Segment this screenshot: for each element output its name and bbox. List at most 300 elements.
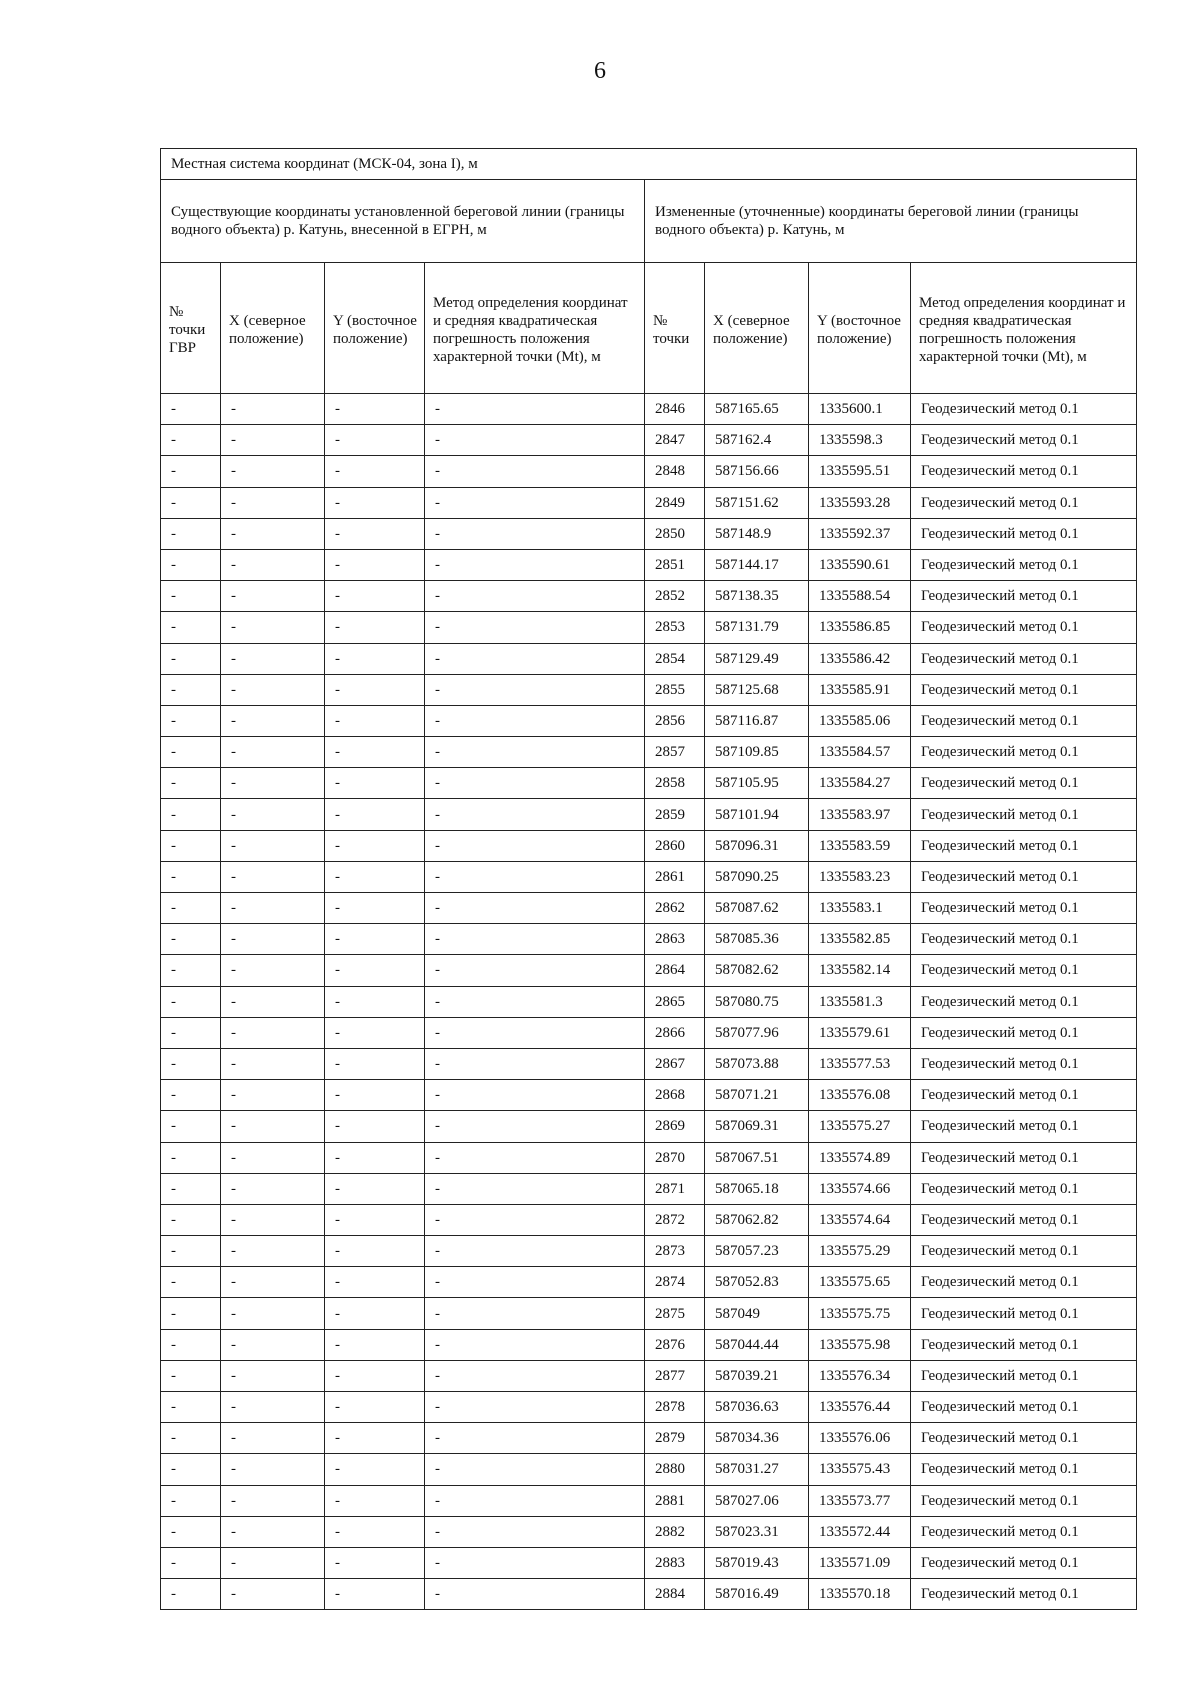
cell-method: Геодезический метод 0.1: [911, 1516, 1137, 1547]
cell-method: Геодезический метод 0.1: [911, 705, 1137, 736]
cell-method: Геодезический метод 0.1: [911, 1485, 1137, 1516]
cell-left-x: -: [221, 986, 325, 1017]
cell-left-y: -: [325, 1392, 425, 1423]
cell-left-method: -: [425, 986, 645, 1017]
cell-x: 587069.31: [705, 1111, 809, 1142]
table-row: [161, 1142, 1137, 1173]
table-row: [161, 1454, 1137, 1485]
cell-point-number: 2871: [645, 1173, 705, 1204]
cell-point-number: 2848: [645, 456, 705, 487]
cell-y: 1335575.98: [809, 1329, 911, 1360]
cell-left-x: -: [221, 518, 325, 549]
cell-method: Геодезический метод 0.1: [911, 1236, 1137, 1267]
cell-left-method: -: [425, 1173, 645, 1204]
cell-left-x: -: [221, 1579, 325, 1610]
cell-left-x: -: [221, 1485, 325, 1516]
table-row: [161, 924, 1137, 955]
cell-left-method: -: [425, 612, 645, 643]
cell-x: 587052.83: [705, 1267, 809, 1298]
cell-left-point-number: -: [161, 1329, 221, 1360]
cell-x: 587144.17: [705, 549, 809, 580]
cell-left-method: -: [425, 830, 645, 861]
cell-left-y: -: [325, 612, 425, 643]
col-header-left-x: X (северное положение): [221, 263, 325, 394]
cell-left-method: -: [425, 1048, 645, 1079]
cell-point-number: 2870: [645, 1142, 705, 1173]
cell-x: 587019.43: [705, 1547, 809, 1578]
cell-x: 587131.79: [705, 612, 809, 643]
cell-left-x: -: [221, 1392, 325, 1423]
cell-left-y: -: [325, 830, 425, 861]
cell-method: Геодезический метод 0.1: [911, 1080, 1137, 1111]
cell-left-x: -: [221, 955, 325, 986]
cell-point-number: 2849: [645, 487, 705, 518]
cell-left-point-number: -: [161, 705, 221, 736]
table-row: [161, 1547, 1137, 1578]
cell-left-y: -: [325, 955, 425, 986]
cell-left-point-number: -: [161, 643, 221, 674]
table-row: [161, 1516, 1137, 1547]
cell-left-method: -: [425, 1142, 645, 1173]
cell-left-y: -: [325, 1329, 425, 1360]
cell-left-x: -: [221, 1048, 325, 1079]
cell-left-x: -: [221, 612, 325, 643]
cell-left-x: -: [221, 581, 325, 612]
cell-left-y: -: [325, 487, 425, 518]
cell-point-number: 2854: [645, 643, 705, 674]
cell-x: 587082.62: [705, 955, 809, 986]
cell-left-point-number: -: [161, 1547, 221, 1578]
cell-method: Геодезический метод 0.1: [911, 1547, 1137, 1578]
cell-left-method: -: [425, 1329, 645, 1360]
cell-left-point-number: -: [161, 1579, 221, 1610]
cell-method: Геодезический метод 0.1: [911, 1329, 1137, 1360]
cell-left-point-number: -: [161, 986, 221, 1017]
cell-left-x: -: [221, 1142, 325, 1173]
table-row: [161, 799, 1137, 830]
cell-y: 1335579.61: [809, 1017, 911, 1048]
cell-left-y: -: [325, 674, 425, 705]
cell-y: 1335585.06: [809, 705, 911, 736]
cell-left-method: -: [425, 518, 645, 549]
cell-method: Геодезический метод 0.1: [911, 1111, 1137, 1142]
cell-left-x: -: [221, 549, 325, 580]
page-number: 6: [594, 58, 606, 84]
table-row: [161, 737, 1137, 768]
cell-left-x: -: [221, 1360, 325, 1391]
cell-point-number: 2864: [645, 955, 705, 986]
cell-left-point-number: -: [161, 799, 221, 830]
cell-x: 587138.35: [705, 581, 809, 612]
cell-point-number: 2881: [645, 1485, 705, 1516]
cell-left-point-number: -: [161, 1516, 221, 1547]
cell-left-x: -: [221, 674, 325, 705]
cell-left-x: -: [221, 487, 325, 518]
cell-y: 1335575.43: [809, 1454, 911, 1485]
cell-method: Геодезический метод 0.1: [911, 768, 1137, 799]
cell-left-y: -: [325, 643, 425, 674]
cell-left-method: -: [425, 1267, 645, 1298]
cell-left-point-number: -: [161, 1236, 221, 1267]
cell-left-x: -: [221, 705, 325, 736]
cell-left-method: -: [425, 549, 645, 580]
cell-left-x: -: [221, 924, 325, 955]
cell-point-number: 2855: [645, 674, 705, 705]
cell-left-method: -: [425, 1111, 645, 1142]
cell-point-number: 2858: [645, 768, 705, 799]
cell-method: Геодезический метод 0.1: [911, 861, 1137, 892]
cell-left-y: -: [325, 986, 425, 1017]
cell-y: 1335571.09: [809, 1547, 911, 1578]
table-row: [161, 1236, 1137, 1267]
cell-method: Геодезический метод 0.1: [911, 549, 1137, 580]
cell-left-method: -: [425, 456, 645, 487]
cell-left-y: -: [325, 861, 425, 892]
cell-y: 1335575.75: [809, 1298, 911, 1329]
cell-left-method: -: [425, 893, 645, 924]
cell-method: Геодезический метод 0.1: [911, 986, 1137, 1017]
cell-y: 1335583.59: [809, 830, 911, 861]
table-row: [161, 893, 1137, 924]
cell-x: 587044.44: [705, 1329, 809, 1360]
cell-point-number: 2865: [645, 986, 705, 1017]
cell-left-y: -: [325, 425, 425, 456]
cell-point-number: 2882: [645, 1516, 705, 1547]
cell-left-y: -: [325, 768, 425, 799]
cell-left-y: -: [325, 1017, 425, 1048]
cell-method: Геодезический метод 0.1: [911, 1173, 1137, 1204]
cell-x: 587105.95: [705, 768, 809, 799]
cell-point-number: 2868: [645, 1080, 705, 1111]
cell-y: 1335575.27: [809, 1111, 911, 1142]
cell-left-method: -: [425, 581, 645, 612]
col-header-left-y: Y (восточное положение): [325, 263, 425, 394]
cell-point-number: 2874: [645, 1267, 705, 1298]
cell-y: 1335576.08: [809, 1080, 911, 1111]
cell-left-point-number: -: [161, 1423, 221, 1454]
cell-point-number: 2884: [645, 1579, 705, 1610]
cell-method: Геодезический метод 0.1: [911, 394, 1137, 425]
cell-left-point-number: -: [161, 581, 221, 612]
table-row: [161, 456, 1137, 487]
cell-x: 587027.06: [705, 1485, 809, 1516]
cell-point-number: 2852: [645, 581, 705, 612]
cell-y: 1335600.1: [809, 394, 911, 425]
cell-left-method: -: [425, 1360, 645, 1391]
cell-left-point-number: -: [161, 1111, 221, 1142]
table-row: [161, 425, 1137, 456]
cell-point-number: 2876: [645, 1329, 705, 1360]
table-title: Местная система координат (МСК-04, зона I), м: [161, 149, 1137, 180]
cell-left-method: -: [425, 924, 645, 955]
cell-x: 587057.23: [705, 1236, 809, 1267]
cell-left-method: -: [425, 861, 645, 892]
cell-left-y: -: [325, 924, 425, 955]
col-header-left-point-number: № точки ГВР: [161, 263, 221, 394]
table-row: [161, 1329, 1137, 1360]
cell-point-number: 2883: [645, 1547, 705, 1578]
cell-left-y: -: [325, 1454, 425, 1485]
col-header-left-method: Метод определения координат и средняя квадратическая погрешность положения характерной точки (Mt), м: [425, 263, 645, 394]
cell-left-point-number: -: [161, 830, 221, 861]
cell-y: 1335583.97: [809, 799, 911, 830]
cell-method: Геодезический метод 0.1: [911, 830, 1137, 861]
cell-left-x: -: [221, 1111, 325, 1142]
cell-method: Геодезический метод 0.1: [911, 487, 1137, 518]
cell-y: 1335584.57: [809, 737, 911, 768]
cell-left-y: -: [325, 1111, 425, 1142]
cell-left-point-number: -: [161, 737, 221, 768]
cell-method: Геодезический метод 0.1: [911, 1204, 1137, 1235]
table-row: [161, 1111, 1137, 1142]
table-row: [161, 1360, 1137, 1391]
cell-x: 587162.4: [705, 425, 809, 456]
cell-left-method: -: [425, 674, 645, 705]
cell-left-point-number: -: [161, 1485, 221, 1516]
cell-left-x: -: [221, 394, 325, 425]
cell-left-x: -: [221, 737, 325, 768]
cell-left-y: -: [325, 1173, 425, 1204]
cell-x: 587067.51: [705, 1142, 809, 1173]
cell-left-method: -: [425, 955, 645, 986]
cell-left-y: -: [325, 1080, 425, 1111]
cell-point-number: 2861: [645, 861, 705, 892]
cell-left-method: -: [425, 1423, 645, 1454]
cell-left-point-number: -: [161, 955, 221, 986]
cell-y: 1335570.18: [809, 1579, 911, 1610]
coordinates-sheet: [160, 148, 1136, 1610]
cell-left-y: -: [325, 518, 425, 549]
cell-method: Геодезический метод 0.1: [911, 955, 1137, 986]
cell-left-x: -: [221, 861, 325, 892]
cell-left-x: -: [221, 1080, 325, 1111]
table-row: [161, 705, 1137, 736]
cell-x: 587109.85: [705, 737, 809, 768]
cell-left-x: -: [221, 1454, 325, 1485]
table-row: [161, 394, 1137, 425]
cell-left-method: -: [425, 394, 645, 425]
cell-left-method: -: [425, 1547, 645, 1578]
cell-y: 1335590.61: [809, 549, 911, 580]
cell-left-point-number: -: [161, 674, 221, 705]
table-row: [161, 1267, 1137, 1298]
cell-left-method: -: [425, 425, 645, 456]
cell-method: Геодезический метод 0.1: [911, 1454, 1137, 1485]
cell-left-method: -: [425, 1516, 645, 1547]
cell-left-method: -: [425, 737, 645, 768]
cell-x: 587129.49: [705, 643, 809, 674]
cell-y: 1335595.51: [809, 456, 911, 487]
cell-left-y: -: [325, 1204, 425, 1235]
table-row: [161, 1423, 1137, 1454]
cell-method: Геодезический метод 0.1: [911, 1360, 1137, 1391]
cell-y: 1335592.37: [809, 518, 911, 549]
cell-left-method: -: [425, 487, 645, 518]
cell-left-x: -: [221, 1267, 325, 1298]
cell-left-x: -: [221, 768, 325, 799]
cell-y: 1335588.54: [809, 581, 911, 612]
table-row: [161, 830, 1137, 861]
cell-y: 1335583.1: [809, 893, 911, 924]
cell-left-y: -: [325, 1360, 425, 1391]
cell-method: Геодезический метод 0.1: [911, 581, 1137, 612]
cell-x: 587062.82: [705, 1204, 809, 1235]
cell-y: 1335584.27: [809, 768, 911, 799]
cell-left-y: -: [325, 394, 425, 425]
cell-left-point-number: -: [161, 1173, 221, 1204]
cell-left-x: -: [221, 643, 325, 674]
table-row: [161, 518, 1137, 549]
cell-left-method: -: [425, 799, 645, 830]
cell-left-y: -: [325, 1579, 425, 1610]
cell-left-x: -: [221, 1017, 325, 1048]
cell-y: 1335576.44: [809, 1392, 911, 1423]
cell-left-x: -: [221, 1423, 325, 1454]
cell-point-number: 2867: [645, 1048, 705, 1079]
col-header-right-y: Y (восточное положение): [809, 263, 911, 394]
table-row: [161, 861, 1137, 892]
cell-y: 1335585.91: [809, 674, 911, 705]
cell-point-number: 2850: [645, 518, 705, 549]
cell-left-x: -: [221, 1329, 325, 1360]
cell-y: 1335576.06: [809, 1423, 911, 1454]
cell-left-point-number: -: [161, 1298, 221, 1329]
cell-left-y: -: [325, 799, 425, 830]
cell-left-point-number: -: [161, 394, 221, 425]
cell-left-y: -: [325, 705, 425, 736]
cell-left-point-number: -: [161, 1392, 221, 1423]
cell-left-point-number: -: [161, 1204, 221, 1235]
cell-x: 587065.18: [705, 1173, 809, 1204]
cell-x: 587125.68: [705, 674, 809, 705]
cell-left-method: -: [425, 705, 645, 736]
cell-method: Геодезический метод 0.1: [911, 737, 1137, 768]
cell-left-y: -: [325, 1485, 425, 1516]
cell-x: 587036.63: [705, 1392, 809, 1423]
cell-x: 587080.75: [705, 986, 809, 1017]
cell-left-y: -: [325, 1423, 425, 1454]
group-header-existing: Существующие координаты установленной береговой линии (границы водного объекта) р. Катунь, внесенной в ЕГРН, м: [161, 180, 645, 263]
cell-left-point-number: -: [161, 1267, 221, 1298]
cell-method: Геодезический метод 0.1: [911, 1142, 1137, 1173]
table-row: [161, 674, 1137, 705]
cell-method: Геодезический метод 0.1: [911, 1048, 1137, 1079]
cell-method: Геодезический метод 0.1: [911, 893, 1137, 924]
table-row: [161, 1298, 1137, 1329]
cell-method: Геодезический метод 0.1: [911, 1017, 1137, 1048]
cell-method: Геодезический метод 0.1: [911, 456, 1137, 487]
cell-point-number: 2847: [645, 425, 705, 456]
cell-x: 587096.31: [705, 830, 809, 861]
cell-x: 587156.66: [705, 456, 809, 487]
cell-left-y: -: [325, 893, 425, 924]
cell-y: 1335576.34: [809, 1360, 911, 1391]
col-header-right-x: X (северное положение): [705, 263, 809, 394]
cell-point-number: 2846: [645, 394, 705, 425]
cell-left-point-number: -: [161, 861, 221, 892]
cell-left-y: -: [325, 581, 425, 612]
cell-left-method: -: [425, 1204, 645, 1235]
cell-point-number: 2862: [645, 893, 705, 924]
cell-x: 587049: [705, 1298, 809, 1329]
cell-left-y: -: [325, 1048, 425, 1079]
table-row: [161, 612, 1137, 643]
cell-y: 1335574.89: [809, 1142, 911, 1173]
cell-point-number: 2857: [645, 737, 705, 768]
cell-left-point-number: -: [161, 1360, 221, 1391]
cell-left-point-number: -: [161, 425, 221, 456]
table-row: [161, 768, 1137, 799]
cell-point-number: 2872: [645, 1204, 705, 1235]
cell-point-number: 2856: [645, 705, 705, 736]
cell-y: 1335582.14: [809, 955, 911, 986]
cell-left-point-number: -: [161, 518, 221, 549]
cell-point-number: 2873: [645, 1236, 705, 1267]
cell-left-method: -: [425, 1236, 645, 1267]
cell-left-y: -: [325, 1142, 425, 1173]
cell-left-point-number: -: [161, 1142, 221, 1173]
cell-left-x: -: [221, 893, 325, 924]
cell-point-number: 2866: [645, 1017, 705, 1048]
group-header-updated: Измененные (уточненные) координаты береговой линии (границы водного объекта) р. Катунь, м: [645, 180, 1137, 263]
cell-left-x: -: [221, 1547, 325, 1578]
cell-point-number: 2877: [645, 1360, 705, 1391]
cell-x: 587116.87: [705, 705, 809, 736]
cell-x: 587165.65: [705, 394, 809, 425]
cell-x: 587016.49: [705, 1579, 809, 1610]
cell-point-number: 2875: [645, 1298, 705, 1329]
cell-x: 587071.21: [705, 1080, 809, 1111]
cell-method: Геодезический метод 0.1: [911, 1423, 1137, 1454]
cell-point-number: 2859: [645, 799, 705, 830]
cell-point-number: 2853: [645, 612, 705, 643]
table-row: [161, 549, 1137, 580]
cell-x: 587034.36: [705, 1423, 809, 1454]
cell-point-number: 2851: [645, 549, 705, 580]
cell-method: Геодезический метод 0.1: [911, 924, 1137, 955]
cell-left-method: -: [425, 768, 645, 799]
cell-left-method: -: [425, 643, 645, 674]
cell-x: 587101.94: [705, 799, 809, 830]
cell-y: 1335572.44: [809, 1516, 911, 1547]
cell-x: 587023.31: [705, 1516, 809, 1547]
cell-left-point-number: -: [161, 612, 221, 643]
cell-left-y: -: [325, 1267, 425, 1298]
cell-y: 1335586.42: [809, 643, 911, 674]
cell-left-x: -: [221, 1236, 325, 1267]
cell-left-point-number: -: [161, 1080, 221, 1111]
cell-method: Геодезический метод 0.1: [911, 799, 1137, 830]
table-row: [161, 955, 1137, 986]
cell-method: Геодезический метод 0.1: [911, 425, 1137, 456]
cell-left-y: -: [325, 1516, 425, 1547]
cell-method: Геодезический метод 0.1: [911, 674, 1137, 705]
cell-x: 587031.27: [705, 1454, 809, 1485]
cell-method: Геодезический метод 0.1: [911, 643, 1137, 674]
table-row: [161, 643, 1137, 674]
cell-left-method: -: [425, 1392, 645, 1423]
coordinates-table: [160, 148, 1137, 1610]
cell-left-x: -: [221, 1204, 325, 1235]
cell-left-point-number: -: [161, 1017, 221, 1048]
cell-left-method: -: [425, 1579, 645, 1610]
cell-left-point-number: -: [161, 549, 221, 580]
cell-left-method: -: [425, 1017, 645, 1048]
cell-method: Геодезический метод 0.1: [911, 518, 1137, 549]
cell-point-number: 2863: [645, 924, 705, 955]
cell-point-number: 2878: [645, 1392, 705, 1423]
cell-left-x: -: [221, 1298, 325, 1329]
